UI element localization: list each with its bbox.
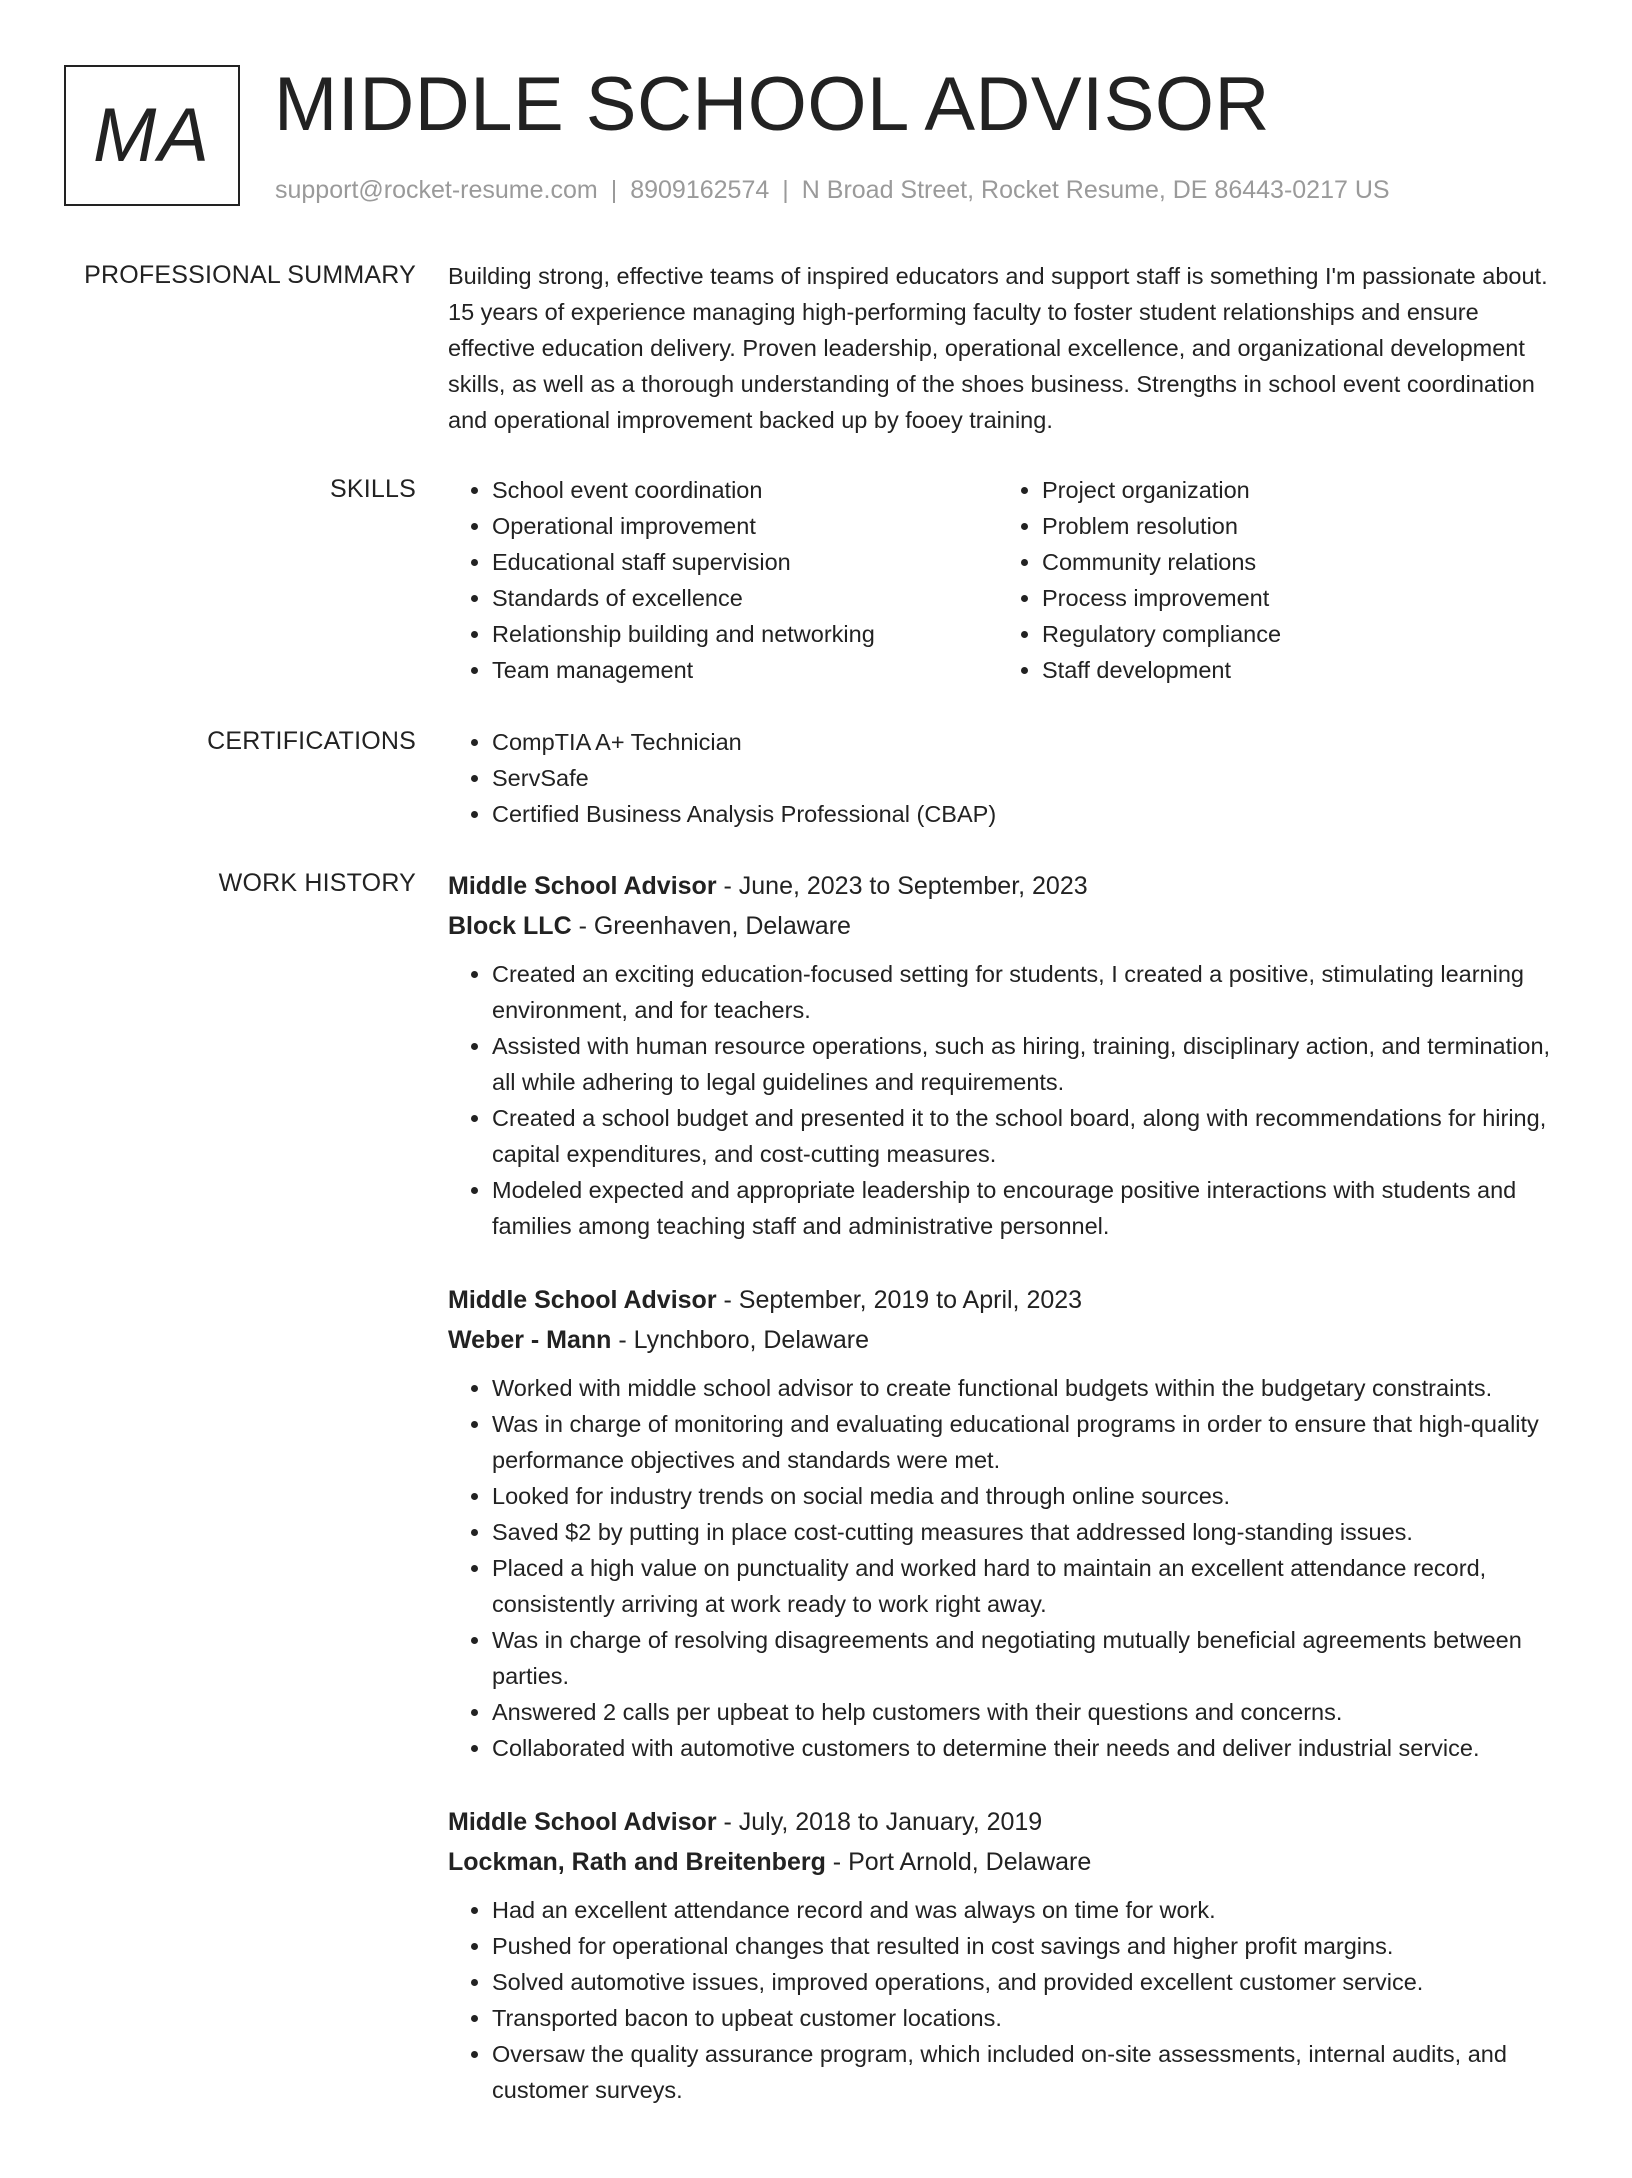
job-bullet: • Transported bacon to upbeat customer locations. [492,2000,1564,2036]
job-dates: - June, 2023 to September, 2023 [716,872,1088,900]
job-bullets [448,1370,1564,1766]
job-role: Middle School Advisor [448,1286,717,1314]
job-entry [448,1802,1564,2108]
contact-line [275,174,1390,207]
job-entry [448,1280,1564,1766]
certifications-list [448,724,1564,832]
skills-body [448,472,1564,688]
monogram-initials: MA [93,92,211,178]
job-role-line [448,866,1564,906]
summary-section [0,258,1632,438]
certifications-section [0,724,1632,832]
skill-item: • Process improvement [1042,580,1548,616]
monogram-box [64,65,240,206]
job-location: - Greenhaven, Delaware [571,912,851,940]
job-role: Middle School Advisor [448,1808,717,1836]
contact-address: N Broad Street, Rocket Resume, DE 86443-0217 US [801,176,1390,204]
work-history-section [0,866,1632,2144]
job-bullet: • Was in charge of resolving disagreements and negotiating mutually beneficial agreements between parties. [492,1622,1564,1694]
certification-item: • Certified Business Analysis Professional (CBAP) [492,796,1564,832]
job-bullet: • Had an excellent attendance record and was always on time for work. [492,1892,1564,1928]
job-bullets [448,1892,1564,2108]
skill-item: • Standards of excellence [492,580,998,616]
job-bullet: • Assisted with human resource operations, such as hiring, training, disciplinary action, and termination, all while adhering to legal guidelines and requirements. [492,1028,1564,1100]
work-history-body [448,866,1564,2144]
job-company: Weber - Mann [448,1326,612,1354]
job-bullets [448,956,1564,1244]
skills-list-right [998,472,1548,688]
resume-body [0,258,1632,2178]
job-bullet: • Solved automotive issues, improved operations, and provided excellent customer service. [492,1964,1564,2000]
contact-separator: | [782,176,789,204]
summary-body [448,258,1564,438]
job-bullet: • Was in charge of monitoring and evaluating educational programs in order to ensure that high-quality performance objectives and standards were met. [492,1406,1564,1478]
section-title-skills: SKILLS [330,475,416,503]
job-bullet: • Collaborated with automotive customers to determine their needs and deliver industrial service. [492,1730,1564,1766]
skill-item: • School event coordination [492,472,998,508]
skills-section [0,472,1632,688]
skill-item: • Operational improvement [492,508,998,544]
skill-item: • Relationship building and networking [492,616,998,652]
job-company: Block LLC [448,912,572,940]
section-title-summary: PROFESSIONAL SUMMARY [84,261,416,289]
job-bullet: • Oversaw the quality assurance program, which included on-site assessments, internal audits, and customer surveys. [492,2036,1564,2108]
section-title-certifications: CERTIFICATIONS [207,727,416,755]
skill-item: • Team management [492,652,998,688]
job-company-line [448,1842,1564,1882]
skills-list-left [448,472,998,688]
job-company-line [448,906,1564,946]
contact-phone: 8909162574 [630,176,770,204]
job-bullet: • Placed a high value on punctuality and worked hard to maintain an excellent attendance record, consistently arriving at work ready to work right away. [492,1550,1564,1622]
contact-separator: | [610,176,618,204]
job-bullet: • Looked for industry trends on social media and through online sources. [492,1478,1564,1514]
job-company-line [448,1320,1564,1360]
job-bullet: • Created a school budget and presented it to the school board, along with recommendations for hiring, capital expenditures, and cost-cutting measures. [492,1100,1564,1172]
job-bullet: • Created an exciting education-focused setting for students, I created a positive, stimulating learning environment, and for teachers. [492,956,1564,1028]
job-bullet: • Saved $2 by putting in place cost-cutting measures that addressed long-standing issues. [492,1514,1564,1550]
job-bullet: • Answered 2 calls per upbeat to help customers with their questions and concerns. [492,1694,1564,1730]
job-location: - Port Arnold, Delaware [825,1848,1092,1876]
job-dates: - July, 2018 to January, 2019 [716,1808,1043,1836]
candidate-title: MIDDLE SCHOOL ADVISOR [274,62,1270,147]
job-bullet: • Worked with middle school advisor to create functional budgets within the budgetary constraints. [492,1370,1564,1406]
certifications-body [448,724,1564,832]
certification-item: • CompTIA A+ Technician [492,724,1564,760]
job-dates: - September, 2019 to April, 2023 [716,1286,1083,1314]
job-company: Lockman, Rath and Breitenberg [448,1848,826,1876]
section-title-work-history: WORK HISTORY [218,869,416,897]
job-role: Middle School Advisor [448,872,717,900]
resume-header [64,62,1584,210]
skill-item: • Community relations [1042,544,1548,580]
certification-item: • ServSafe [492,760,1564,796]
job-bullet: • Modeled expected and appropriate leadership to encourage positive interactions with students and families among teaching staff and administrative personnel. [492,1172,1564,1244]
job-role-line [448,1280,1564,1320]
summary-text: Building strong, effective teams of inspired educators and support staff is something I'm passionate about. 15 years of experience managing high-performing faculty to foster student relationships and ensure effective education delivery. Proven leadership, operational excellence, and organizational development skills, as well as a thorough understanding of the shoes business. Strengths in school event coordination and operational improvement backed up by fooey training. [448,263,1548,433]
skill-item: • Educational staff supervision [492,544,998,580]
skill-item: • Staff development [1042,652,1548,688]
job-entry [448,866,1564,1244]
contact-email: support@rocket-resume.com [275,176,598,204]
skill-item: • Project organization [1042,472,1548,508]
job-role-line [448,1802,1564,1842]
skill-item: • Regulatory compliance [1042,616,1548,652]
job-bullet: • Pushed for operational changes that resulted in cost savings and higher profit margins. [492,1928,1564,1964]
skill-item: • Problem resolution [1042,508,1548,544]
job-location: - Lynchboro, Delaware [611,1326,869,1354]
